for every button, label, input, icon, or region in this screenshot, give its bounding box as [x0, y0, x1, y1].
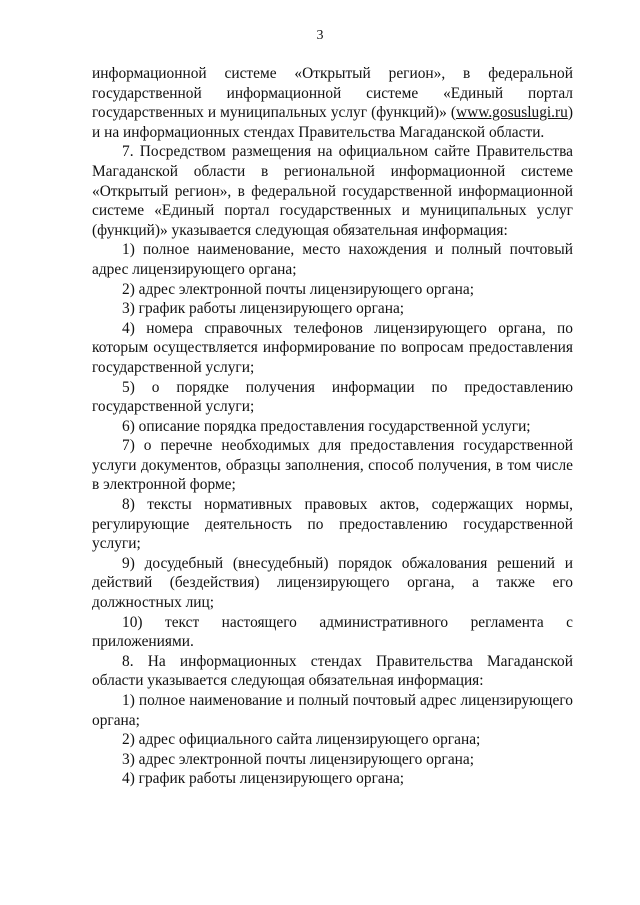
page-number: 3	[316, 28, 324, 43]
list-item-7-6: 6) описание порядка предоставления государственной услуги;	[122, 417, 531, 435]
list-item-8-3: 3) адрес электронной почты лицензирующего органа;	[122, 750, 475, 768]
list-item-7-4: 4) номера справочных телефонов лицензирующего органа, по которым осуществляется информирование по вопросам предоставления государственной услуги;	[92, 319, 573, 376]
list-item-7-3: 3) график работы лицензирующего органа;	[122, 300, 405, 318]
paragraph-text: ) и на информационных стендах Правительства Магаданской области.	[92, 104, 573, 141]
list-item-8-2: 2) адрес официального сайта лицензирующего органа;	[122, 731, 481, 749]
paragraph-8: 8. На информационных стендах Правительства Магаданской области указывается следующая обязательная информация:	[92, 652, 573, 690]
list-item-7-2: 2) адрес электронной почты лицензирующего органа;	[122, 280, 475, 298]
list-item-8-1: 1) полное наименование и полный почтовый адрес лицензирующего органа;	[92, 692, 573, 729]
document-body	[92, 64, 573, 789]
paragraph-continuation	[92, 64, 573, 142]
list-item-7-9: 9) досудебный (внесудебный) порядок обжалования решений и действий (бездействия) лицензирующего органа, а также его должностных лиц;	[92, 554, 573, 612]
paragraph-7: 7. Посредством размещения на официальном сайте Правительства Магаданской области в региональной информационной системе «Открытый регион», в федеральной государственной информационной системе «Единый портал государственных и муниципальных услуг (функций)» указывается следующая обязательная информация:	[92, 143, 573, 239]
list-item-8-4: 4) график работы лицензирующего органа;	[122, 770, 405, 788]
list-item-7-7: 7) о перечне необходимых для предоставления государственной услуги документов, образцы заполнения, способ получения, в том числе в электронной форме;	[92, 437, 573, 494]
list-item-7-8: 8) тексты нормативных правовых актов, содержащих нормы, регулирующие деятельность по предоставлению государственной услуги;	[92, 496, 573, 553]
gosuslugi-link[interactable]: www.gosuslugi.ru	[455, 104, 568, 122]
list-item-7-5: 5) о порядке получения информации по предоставлению государственной услуги;	[92, 378, 573, 416]
list-item-7-1: 1) полное наименование, место нахождения и полный почтовый адрес лицензирующего органа;	[92, 241, 573, 278]
paragraph-text: информационной системе «Открытый регион», в федеральной государственной информационной системе «Единый портал государственных и муниципальных услуг (функций)» (	[92, 65, 573, 122]
list-item-7-10: 10) текст настоящего административного регламента с приложениями.	[92, 613, 573, 651]
